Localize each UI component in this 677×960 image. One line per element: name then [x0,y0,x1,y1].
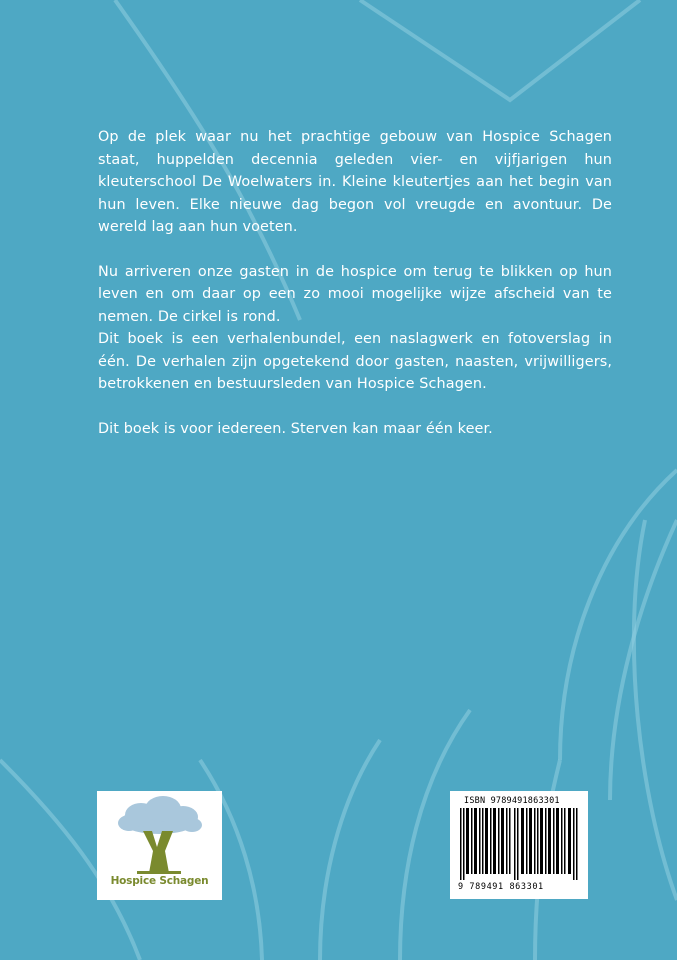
barcode-bars [458,808,582,880]
paragraph-book-description: Dit boek is een verhalenbundel, een naslagwerk en fotoverslag in één. De verhalen zijn opgetekend door gasten, naasten, vrijwilligers, betrokkenen en bestuursleden van Hospice Schagen. [98,331,612,392]
isbn-label: ISBN 9789491863301 [464,796,560,806]
logo-label: Hospice Schagen [110,875,209,887]
isbn-digits: 9 789491 863301 [458,882,544,892]
paragraph-intro: Op de plek waar nu het prachtige gebouw van Hospice Schagen staat, huppelden decennia geleden vier- en vijfjarigen hun kleuterschool De Woelwaters in. Kleine kleutertjes aan het begin van hun leven. Elke nieuwe dag begon vol vreugde en avontuur. De wereld lag aan hun voeten. [98,129,612,235]
paragraph-closing: Dit boek is voor iedereen. Sterven kan maar één keer. [98,420,493,437]
isbn-barcode [450,791,588,899]
cover-text [98,126,612,440]
tree-icon [97,791,222,881]
hospice-logo [97,791,222,900]
paragraph-guests: Nu arriveren onze gasten in de hospice om terug te blikken op hun leven en om daar op een zo mooi mogelijke wijze afscheid van te nemen. De cirkel is rond. [98,263,612,325]
